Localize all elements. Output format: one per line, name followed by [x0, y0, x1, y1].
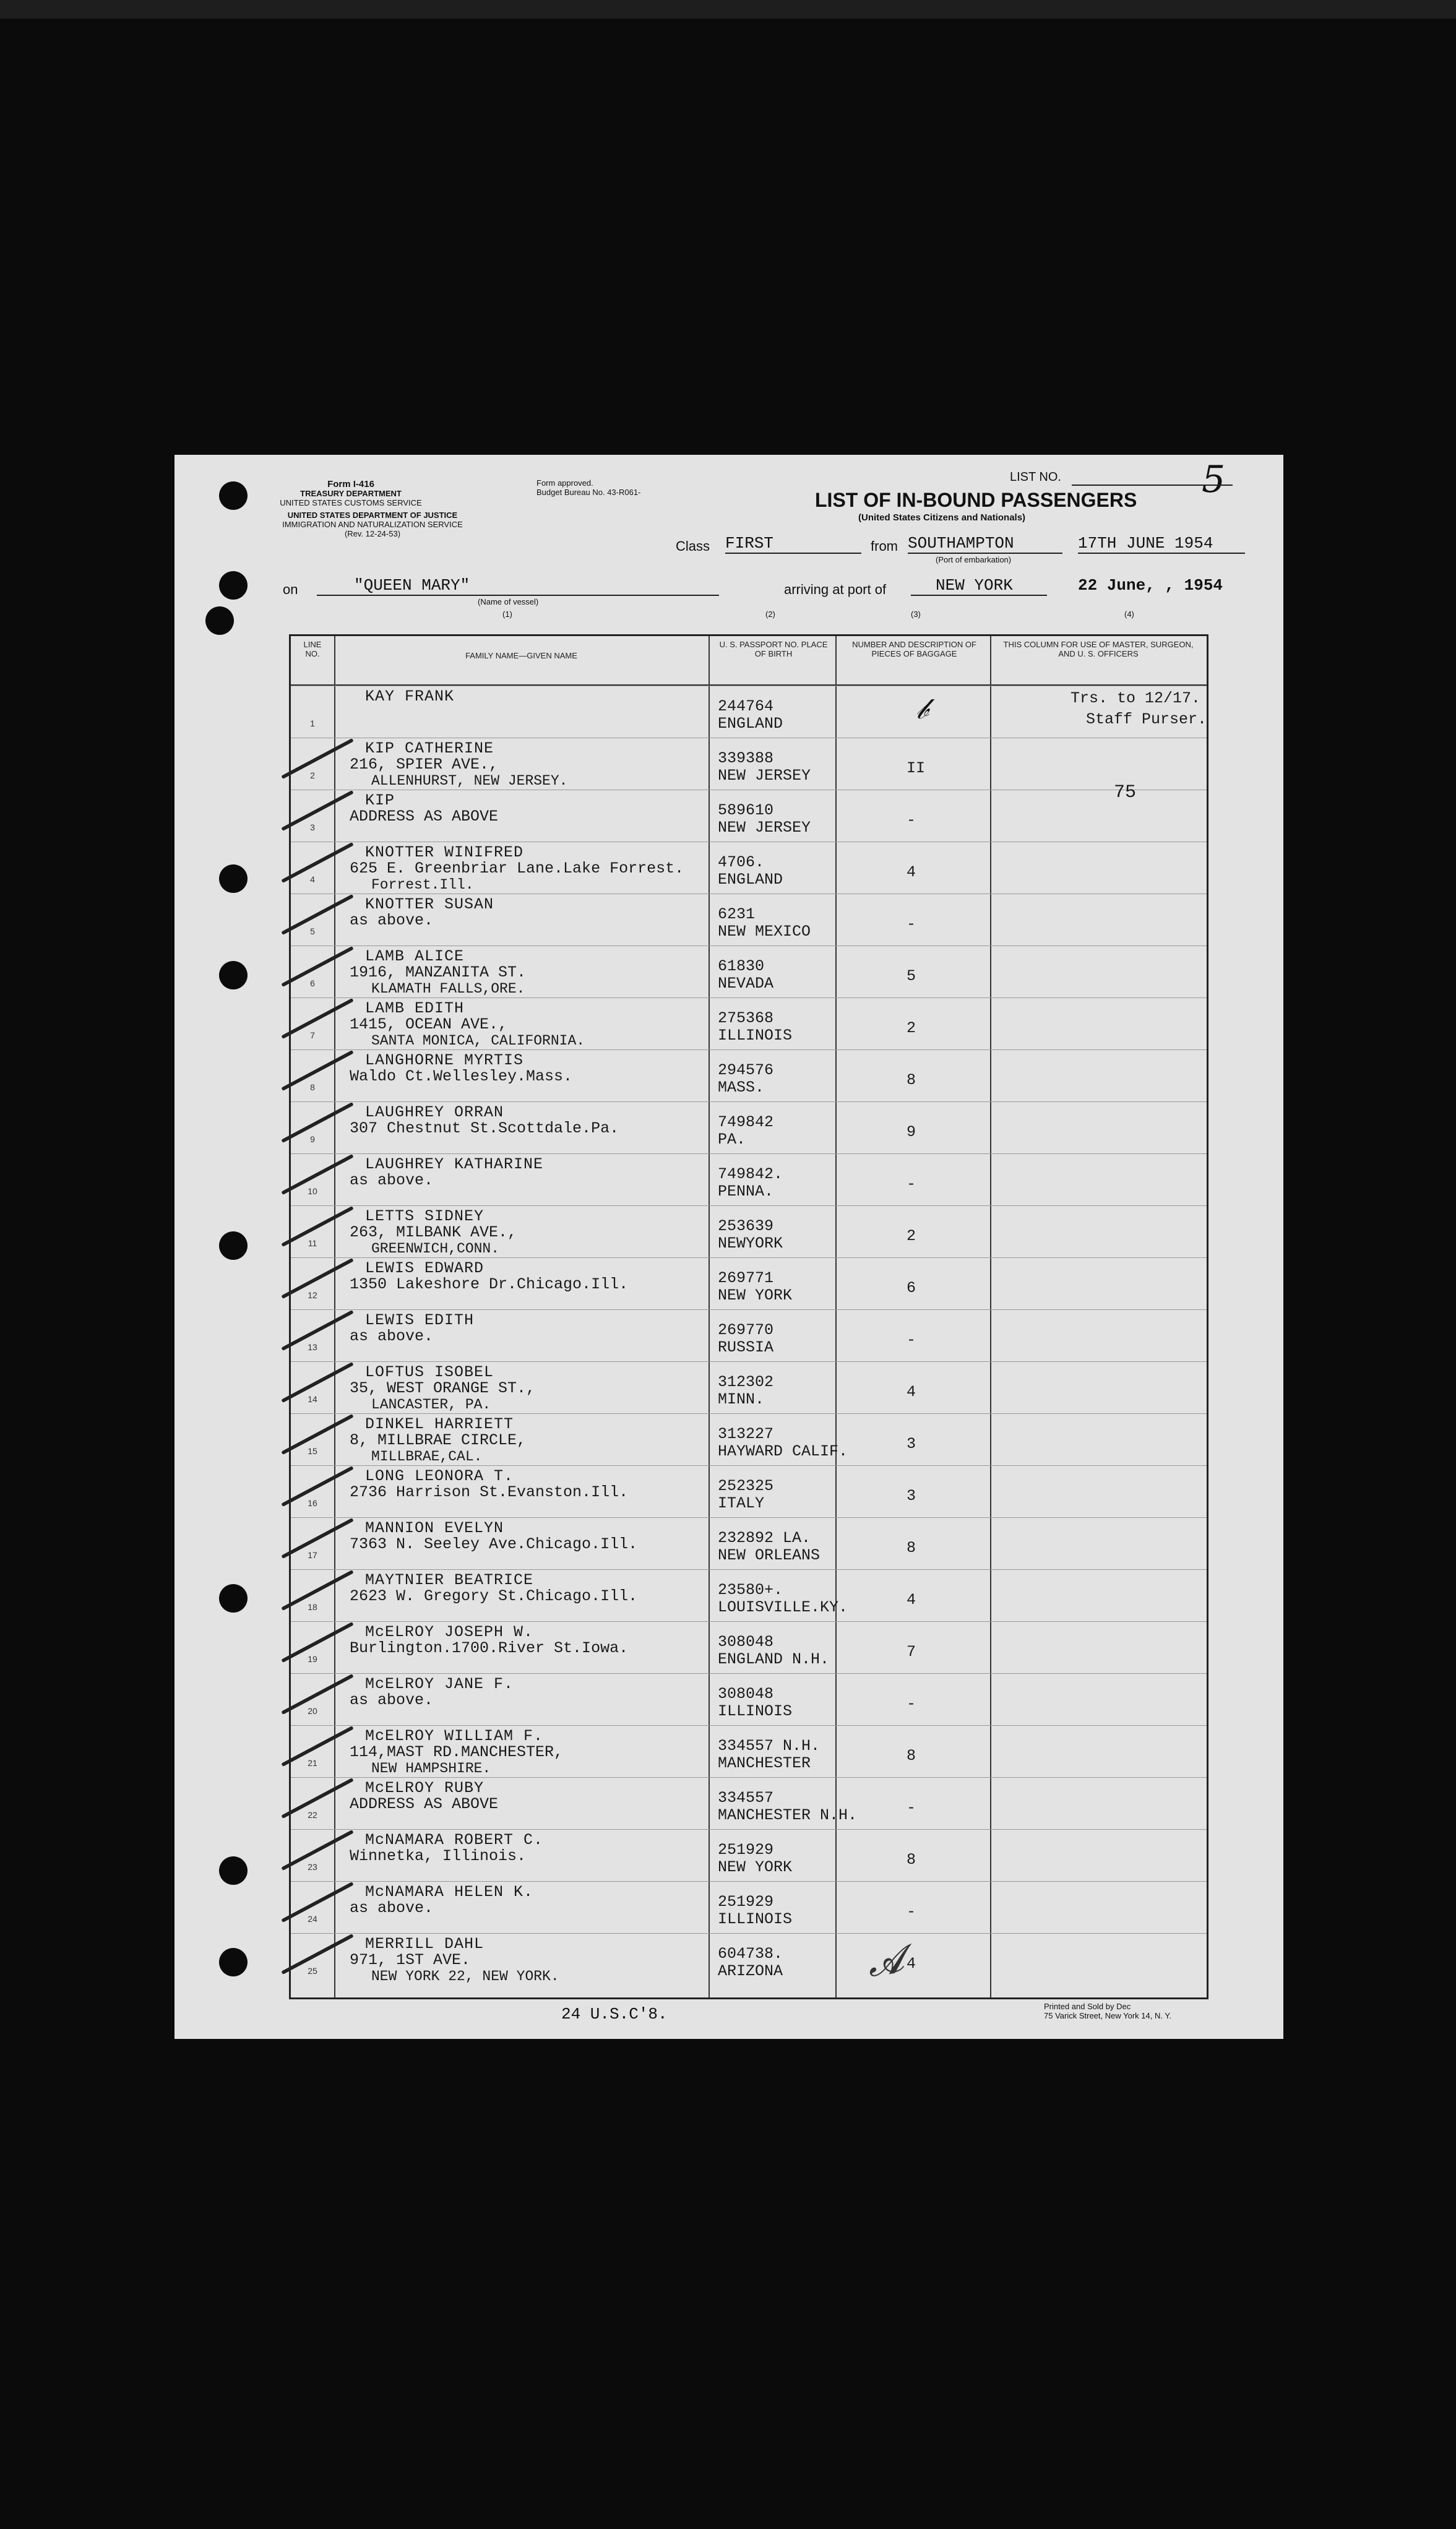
place-of-birth: NEW JERSEY: [718, 767, 811, 785]
address-line-1: 1916, MANZANITA ST.: [350, 963, 527, 981]
form-header-left: [277, 480, 425, 507]
on-label: on: [283, 582, 298, 597]
table-row: [291, 1049, 1207, 1102]
list-no-label: LIST NO.: [1010, 470, 1061, 484]
printer-line-2: 75 Varick Street, New York 14, N. Y.: [1044, 2011, 1171, 2020]
line-number: 5: [310, 926, 315, 936]
place-of-birth: ILLINOIS: [718, 1910, 793, 1928]
budget-bureau: Budget Bureau No. 43-R061-: [536, 488, 641, 497]
baggage-count: -: [907, 1903, 916, 1921]
place-of-birth: HAYWARD CALIF.: [718, 1442, 848, 1460]
binder-hole: [219, 1584, 248, 1613]
binder-hole: [219, 571, 248, 600]
binder-hole: [219, 1948, 248, 1976]
place-of-birth: MASS.: [718, 1079, 765, 1096]
ins-service: IMMIGRATION AND NATURALIZATION SERVICE: [282, 520, 463, 529]
passenger-name: LANGHORNE MYRTIS: [365, 1051, 524, 1069]
line-number: 7: [310, 1030, 315, 1040]
place-of-birth: LOUISVILLE.KY.: [718, 1598, 848, 1616]
passenger-name: KAY FRANK: [365, 687, 455, 705]
table-row: [291, 1777, 1207, 1830]
caption-3: (3): [911, 610, 921, 619]
binder-hole: [219, 481, 248, 510]
address-line-2: KLAMATH FALLS,ORE.: [371, 981, 525, 997]
address-line-1: as above.: [350, 1691, 434, 1709]
table-row: [291, 1569, 1207, 1622]
line-number: 3: [310, 822, 315, 832]
table-row: [291, 946, 1207, 998]
passport-number: 251929: [718, 1893, 774, 1911]
address-line-1: 114,MAST RD.MANCHESTER,: [350, 1743, 564, 1761]
table-row: [291, 686, 1207, 738]
place-of-birth: NEW YORK: [718, 1286, 793, 1304]
passport-number: 275368: [718, 1009, 774, 1027]
class-value: FIRST: [725, 534, 861, 554]
passenger-name: McNAMARA ROBERT C.: [365, 1831, 544, 1849]
address-line-1: 7363 N. Seeley Ave.Chicago.Ill.: [350, 1535, 638, 1553]
approval-note: [536, 478, 704, 497]
address-line-1: as above.: [350, 1171, 434, 1189]
vessel-caption: (Name of vessel): [478, 597, 539, 606]
form-subtitle: (United States Citizens and Nationals): [858, 512, 1026, 523]
passport-number: 269771: [718, 1269, 774, 1287]
address-line-1: 1350 Lakeshore Dr.Chicago.Ill.: [350, 1275, 629, 1293]
place-of-birth: NEW YORK: [718, 1858, 793, 1876]
baggage-count: -: [907, 1799, 916, 1817]
table-row: [291, 1621, 1207, 1674]
baggage-count: -: [907, 1331, 916, 1349]
line-number: 12: [308, 1290, 317, 1300]
baggage-count: 6: [907, 1279, 916, 1297]
passport-number: 252325: [718, 1477, 774, 1495]
passenger-name: LETTS SIDNEY: [365, 1207, 485, 1225]
baggage-count: 3: [907, 1435, 916, 1453]
place-of-birth: ARIZONA: [718, 1962, 783, 1980]
baggage-count: 4: [907, 1591, 916, 1609]
passenger-name: LEWIS EDWARD: [365, 1259, 485, 1277]
passenger-manifest-page: [174, 455, 1283, 2039]
justice-dept: UNITED STATES DEPARTMENT OF JUSTICE: [287, 511, 458, 520]
table-row: [291, 1881, 1207, 1934]
passenger-name: McELROY JOSEPH W.: [365, 1623, 534, 1641]
passport-number: 749842: [718, 1113, 774, 1131]
baggage-count: 8: [907, 1071, 916, 1089]
baggage-count: 4: [907, 1383, 916, 1401]
address-line-1: as above.: [350, 911, 434, 929]
passenger-table: [289, 634, 1208, 1999]
table-row: [291, 1829, 1207, 1882]
table-row: [291, 1673, 1207, 1726]
revision: (Rev. 12-24-53): [344, 529, 401, 538]
table-row: [291, 1257, 1207, 1310]
address-line-1: ADDRESS AS ABOVE: [350, 1795, 499, 1813]
passport-number: 313227: [718, 1425, 774, 1443]
address-line-1: Winnetka, Illinois.: [350, 1847, 527, 1865]
passenger-name: MANNION EVELYN: [365, 1519, 504, 1537]
address-line-2: LANCASTER, PA.: [371, 1397, 491, 1413]
embark-port: SOUTHAMPTON: [908, 534, 1062, 554]
address-line-2: ALLENHURST, NEW JERSEY.: [371, 773, 568, 789]
passport-number: 23580+.: [718, 1581, 783, 1599]
table-row: [291, 894, 1207, 946]
place-of-birth: ENGLAND: [718, 715, 783, 733]
binder-hole: [219, 961, 248, 989]
passenger-name: LAUGHREY KATHARINE: [365, 1155, 544, 1173]
address-line-1: 2736 Harrison St.Evanston.Ill.: [350, 1483, 629, 1501]
passport-number: 334557 N.H.: [718, 1737, 821, 1755]
staff-purser-note: Staff Purser.: [1086, 710, 1207, 728]
list-no-line: [1072, 485, 1233, 486]
passport-number: 604738.: [718, 1945, 783, 1963]
line-number: 19: [308, 1654, 317, 1664]
table-row: [291, 1933, 1207, 1986]
baggage-count: 8: [907, 1747, 916, 1765]
scan-top-edge: [0, 0, 1456, 19]
line-number: 15: [308, 1446, 317, 1456]
line-number: 2: [310, 770, 315, 780]
address-line-1: as above.: [350, 1327, 434, 1345]
address-line-1: 8, MILLBRAE CIRCLE,: [350, 1431, 527, 1449]
statute-reference: 24 U.S.C'8.: [561, 2005, 668, 2023]
address-line-1: 1415, OCEAN AVE.,: [350, 1015, 508, 1033]
passport-number: 269770: [718, 1321, 774, 1339]
printer-line-1: Printed and Sold by Dec: [1044, 2002, 1131, 2011]
baggage-count: -: [907, 811, 916, 829]
passenger-name: LEWIS EDITH: [365, 1311, 475, 1329]
table-row: [291, 1361, 1207, 1414]
baggage-count: 2: [907, 1227, 916, 1245]
passport-number: 334557: [718, 1789, 774, 1807]
passenger-name: KNOTTER WINIFRED: [365, 843, 524, 861]
printer-credit: [1044, 2002, 1171, 2020]
place-of-birth: ENGLAND N.H.: [718, 1650, 830, 1668]
place-of-birth: NEW MEXICO: [718, 923, 811, 941]
table-row: [291, 1725, 1207, 1778]
inspector-signature: 𝓐: [864, 1937, 907, 1986]
place-of-birth: PA.: [718, 1131, 746, 1148]
passport-number: 251929: [718, 1841, 774, 1859]
address-line-1: Burlington.1700.River St.Iowa.: [350, 1639, 629, 1657]
table-row: [291, 1205, 1207, 1258]
address-line-2: NEW YORK 22, NEW YORK.: [371, 1968, 559, 1984]
passenger-name: McELROY WILLIAM F.: [365, 1727, 544, 1745]
form-number: Form I-416: [327, 479, 374, 489]
line-number: 6: [310, 978, 315, 988]
arrival-date: 22 June, , 1954: [1078, 576, 1223, 595]
count-note: 75: [1114, 782, 1137, 803]
form-approved: Form approved.: [536, 478, 593, 488]
line-number: 9: [310, 1134, 315, 1144]
passenger-name: KIP: [365, 791, 395, 809]
address-line-1: 307 Chestnut St.Scottdale.Pa.: [350, 1119, 619, 1137]
passenger-name: McELROY JANE F.: [365, 1675, 514, 1693]
baggage-count: 5: [907, 967, 916, 985]
address-line-1: 35, WEST ORANGE ST.,: [350, 1379, 536, 1397]
line-number: 16: [308, 1498, 317, 1508]
line-number: 17: [308, 1550, 317, 1560]
baggage-count: 8: [907, 1539, 916, 1557]
address-line-2: GREENWICH,CONN.: [371, 1241, 500, 1257]
baggage-count: -: [907, 1695, 916, 1713]
baggage-count: -: [907, 915, 916, 933]
table-row: [291, 1309, 1207, 1362]
passenger-name: McNAMARA HELEN K.: [365, 1883, 534, 1901]
table-row: [291, 1465, 1207, 1518]
table-row: [291, 1101, 1207, 1154]
line-number: 22: [308, 1810, 317, 1820]
table-row: [291, 738, 1207, 790]
passenger-name: DINKEL HARRIETT: [365, 1415, 514, 1433]
line-number: 11: [308, 1238, 317, 1248]
place-of-birth: ENGLAND: [718, 871, 783, 889]
justice-header: [277, 511, 468, 538]
place-of-birth: MANCHESTER N.H.: [718, 1806, 858, 1824]
line-number: 24: [308, 1914, 317, 1924]
caption-4: (4): [1124, 610, 1134, 619]
passenger-name: LAUGHREY ORRAN: [365, 1103, 504, 1121]
form-title: LIST OF IN-BOUND PASSENGERS: [815, 489, 1137, 511]
passport-number: 253639: [718, 1217, 774, 1235]
binder-hole: [219, 1856, 248, 1885]
baggage-count: 3: [907, 1487, 916, 1505]
line-number: 20: [308, 1706, 317, 1716]
caption-2: (2): [765, 610, 775, 619]
passport-number: 589610: [718, 801, 774, 819]
passenger-name: LAMB EDITH: [365, 999, 465, 1017]
address-line-2: Forrest.Ill.: [371, 877, 474, 893]
passport-number: 294576: [718, 1061, 774, 1079]
line-number: 18: [308, 1602, 317, 1612]
place-of-birth: ILLINOIS: [718, 1027, 793, 1045]
passport-number: 308048: [718, 1633, 774, 1651]
list-number: 5: [1202, 458, 1226, 501]
passenger-name: MAYTNIER BEATRICE: [365, 1571, 534, 1589]
place-of-birth: NEWYORK: [718, 1234, 783, 1252]
binder-hole: [205, 606, 234, 635]
address-line-2: MILLBRAE,CAL.: [371, 1449, 483, 1465]
baggage-count: 2: [907, 1019, 916, 1037]
place-of-birth: PENNA.: [718, 1183, 774, 1200]
place-of-birth: ILLINOIS: [718, 1702, 793, 1720]
address-line-1: 971, 1ST AVE.: [350, 1951, 471, 1969]
line-number: 1: [310, 718, 315, 728]
line-number: 21: [308, 1758, 317, 1768]
from-label: from: [871, 538, 898, 554]
place-of-birth: ITALY: [718, 1494, 765, 1512]
table-row: [291, 1517, 1207, 1570]
passport-number: 6231: [718, 905, 756, 923]
passenger-name: LAMB ALICE: [365, 947, 465, 965]
binder-hole: [219, 1231, 248, 1260]
passport-number: 244764: [718, 697, 774, 715]
address-line-2: NEW HAMPSHIRE.: [371, 1760, 491, 1777]
address-line-1: Waldo Ct.Wellesley.Mass.: [350, 1067, 573, 1085]
passport-number: 232892 LA.: [718, 1529, 811, 1547]
vessel-name: "QUEEN MARY": [317, 576, 719, 596]
place-of-birth: NEW ORLEANS: [718, 1546, 821, 1564]
binder-hole: [219, 864, 248, 893]
officer-signature: 𝒷: [916, 692, 928, 725]
passport-number: 4706.: [718, 853, 765, 871]
customs-service: UNITED STATES CUSTOMS SERVICE: [280, 498, 422, 507]
passport-number: 749842.: [718, 1165, 783, 1183]
table-row: [291, 1153, 1207, 1206]
col-header-passport: U. S. PASSPORT NO. PLACE OF BIRTH: [719, 640, 828, 658]
arrival-port: NEW YORK: [911, 576, 1047, 596]
passport-number: 308048: [718, 1685, 774, 1703]
embark-caption: (Port of embarkation): [936, 555, 1012, 564]
col-header-line-no: LINE NO.: [303, 640, 322, 658]
line-number: 14: [308, 1394, 317, 1404]
caption-1: (1): [502, 610, 512, 619]
address-line-1: 625 E. Greenbriar Lane.Lake Forrest.: [350, 860, 684, 877]
baggage-count: 4: [907, 1955, 916, 1973]
passport-number: 312302: [718, 1373, 774, 1391]
baggage-count: 9: [907, 1123, 916, 1141]
line-number: 23: [308, 1862, 317, 1872]
transfer-note: Trs. to 12/17.: [1070, 689, 1201, 707]
baggage-count: -: [907, 1175, 916, 1193]
line-number: 8: [310, 1082, 315, 1092]
passenger-name: KIP CATHERINE: [365, 739, 494, 757]
passenger-name: LOFTUS ISOBEL: [365, 1363, 494, 1381]
treasury-dept: TREASURY DEPARTMENT: [300, 489, 402, 498]
passport-number: 339388: [718, 749, 774, 767]
table-row: [291, 1413, 1207, 1466]
address-line-1: as above.: [350, 1899, 434, 1917]
address-line-1: 263, MILBANK AVE.,: [350, 1223, 517, 1241]
col-header-name: FAMILY NAME—GIVEN NAME: [465, 651, 577, 660]
class-label: Class: [676, 538, 710, 554]
embark-date: 17TH JUNE 1954: [1078, 534, 1245, 554]
passport-number: 61830: [718, 957, 765, 975]
passenger-name: MERRILL DAHL: [365, 1935, 485, 1953]
baggage-count: II: [907, 759, 926, 777]
table-row: [291, 790, 1207, 842]
line-number: 4: [310, 874, 315, 884]
passenger-name: LONG LEONORA T.: [365, 1467, 514, 1485]
col-header-officers: THIS COLUMN FOR USE OF MASTER, SURGEON, AND U. S. OFFICERS: [1003, 640, 1194, 658]
address-line-1: ADDRESS AS ABOVE: [350, 808, 499, 825]
baggage-count: 8: [907, 1851, 916, 1869]
arriving-label: arriving at port of: [784, 582, 887, 597]
passenger-name: McELROY RUBY: [365, 1779, 485, 1797]
address-line-2: SANTA MONICA, CALIFORNIA.: [371, 1033, 585, 1049]
line-number: 25: [308, 1966, 317, 1976]
table-row: [291, 842, 1207, 894]
address-line-1: 2623 W. Gregory St.Chicago.Ill.: [350, 1587, 638, 1605]
baggage-count: 4: [907, 863, 916, 881]
line-number: 13: [308, 1342, 317, 1352]
place-of-birth: RUSSIA: [718, 1338, 774, 1356]
line-number: 10: [308, 1186, 317, 1196]
table-row: [291, 997, 1207, 1050]
place-of-birth: NEW JERSEY: [718, 819, 811, 837]
place-of-birth: NEVADA: [718, 975, 774, 993]
address-line-1: 216, SPIER AVE.,: [350, 756, 499, 773]
place-of-birth: MINN.: [718, 1390, 765, 1408]
passenger-name: KNOTTER SUSAN: [365, 895, 494, 913]
col-header-baggage: NUMBER AND DESCRIPTION OF PIECES OF BAGGAGE: [852, 640, 976, 658]
baggage-count: 7: [907, 1643, 916, 1661]
place-of-birth: MANCHESTER: [718, 1754, 811, 1772]
